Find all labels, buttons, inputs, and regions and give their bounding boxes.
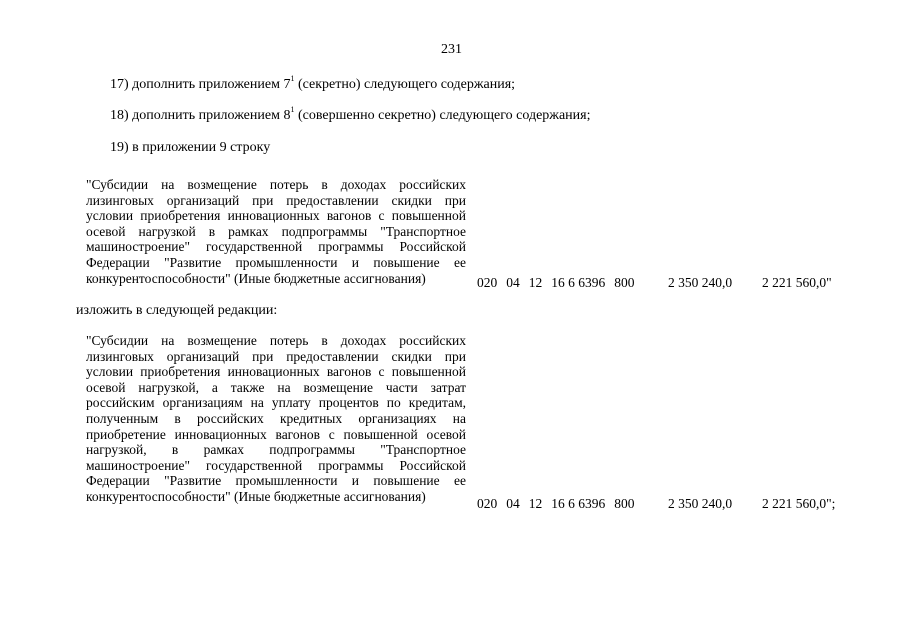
item-text-tail: (совершенно секретно) следующего содержания; [294, 108, 591, 123]
amendment-item-17 [110, 74, 516, 93]
code-section: 04 [506, 275, 520, 290]
old-row-amount-1: 2 350 240,0 [668, 275, 733, 290]
item-number: 18) [110, 108, 129, 123]
new-row-amount-1: 2 350 240,0 [668, 496, 733, 511]
item-number: 17) [110, 77, 129, 92]
old-row-classification-codes [477, 275, 635, 291]
old-row-description: "Субсидии на возмещение потерь в доходах российских лизинговых организаций при предоставлении скидки при условии приобретения инновационных вагонов с повышенной осевой нагрузкой в рамках подпрограммы "Транспортное машиностроение" государственной программы Российской Федерации "Развитие промышленности и повышение ее конкурентоспособности" (Иные бюджетные ассигнования) [86, 177, 466, 286]
new-row-amount-2: 2 221 560,0"; [762, 496, 836, 511]
item-text: в приложении 9 строку [132, 140, 271, 155]
new-row-classification-codes [477, 496, 635, 512]
item-text-tail: (секретно) следующего содержания; [294, 77, 516, 92]
code-subsection: 12 [528, 496, 543, 511]
item-superscript: 1 [290, 74, 295, 84]
item-superscript: 1 [290, 105, 295, 115]
code-target-article: 16 6 6396 [551, 496, 606, 511]
code-section: 04 [506, 496, 520, 511]
transition-text: изложить в следующей редакции: [76, 303, 278, 318]
amendment-item-18 [110, 105, 591, 124]
page-number: 231 [441, 42, 462, 57]
item-text: дополнить приложением 8 [132, 108, 291, 123]
code-subsection: 12 [528, 275, 543, 290]
code-expense-type: 800 [614, 275, 635, 290]
code-target-article: 16 6 6396 [551, 275, 606, 290]
item-number: 19) [110, 140, 129, 155]
new-row-description: "Субсидии на возмещение потерь в доходах российских лизинговых организаций при предоставлении скидки при условии приобретения инновационных вагонов с повышенной осевой нагрузкой, а также на возмещение части затрат российским организациям на уплату процентов по кредитам, полученным в российских кредитных организациях на приобретение инновационных вагонов с повышенной осевой нагрузкой, в рамках подпрограммы "Транспортное машиностроение" государственной программы Российской Федерации "Развитие промышленности и повышение ее конкурентоспособности" (Иные бюджетные ассигнования) [86, 333, 466, 504]
old-row-amount-2: 2 221 560,0" [762, 275, 832, 290]
item-text: дополнить приложением 7 [132, 77, 291, 92]
amendment-item-19 [110, 140, 270, 156]
code-ministry: 020 [477, 496, 498, 511]
code-ministry: 020 [477, 275, 498, 290]
code-expense-type: 800 [614, 496, 635, 511]
